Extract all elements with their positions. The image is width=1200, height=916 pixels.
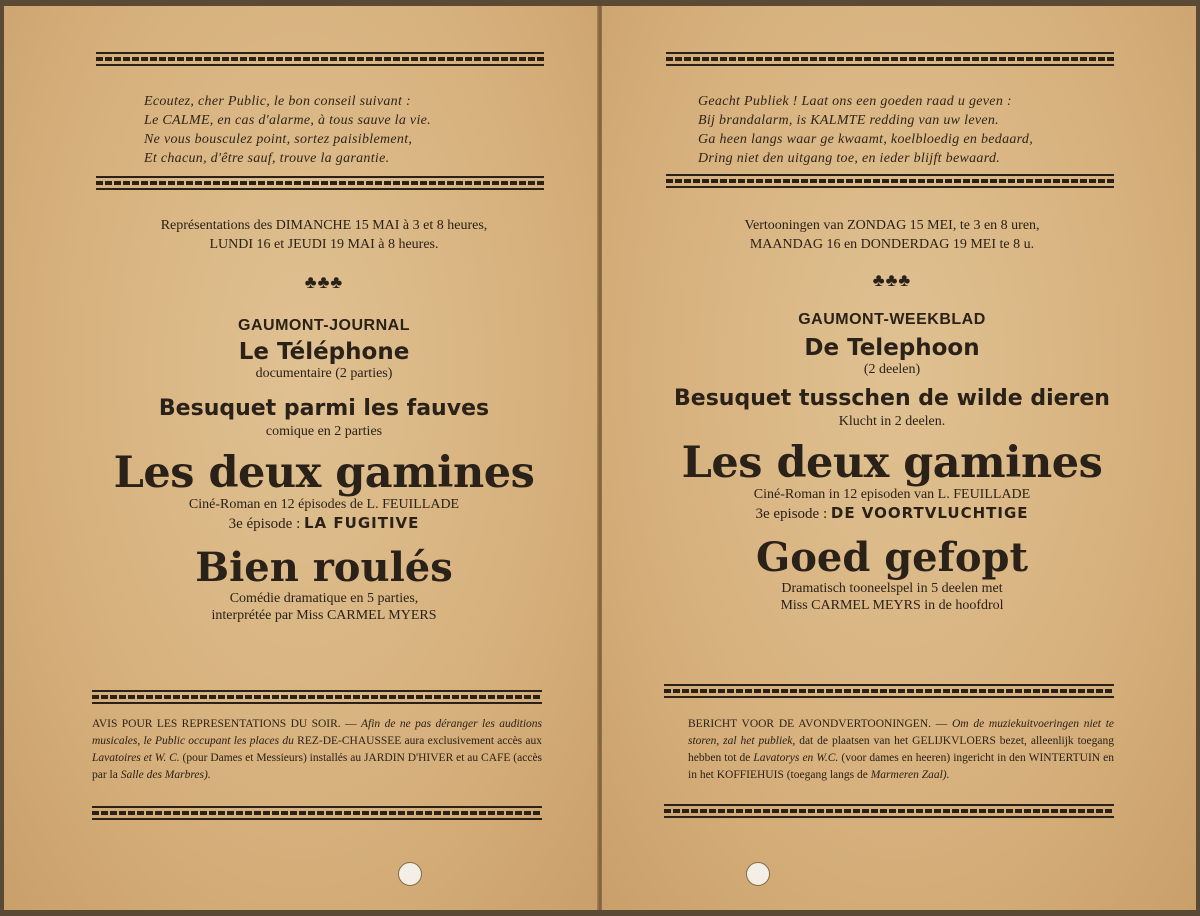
warning-line: Ga heen langs waar ge kwaamt, koelbloedig en bedaard, — [698, 132, 1033, 147]
film-title: Besuquet tusschen de wilde dieren — [674, 386, 1110, 411]
warning-bottom-rule — [666, 174, 1114, 188]
film-subtitle: Comédie dramatique en 5 parties, — [229, 591, 419, 606]
ornament-icon: ♣♣♣ — [872, 270, 912, 290]
episode-name: LA FUGITIVE — [304, 514, 420, 532]
schedule-line: LUNDI 16 et JEUDI 19 MAI à 8 heures. — [209, 237, 439, 252]
notice-top-rule — [664, 684, 1114, 698]
film-title: Le Téléphone — [238, 339, 410, 365]
left-page — [4, 6, 598, 910]
warning-line: Et chacun, d'être sauf, trouve la garantie. — [144, 151, 390, 166]
feature-title: Les deux gamines — [113, 448, 535, 498]
evening-notice — [92, 716, 542, 784]
notice-lead: AVIS POUR LES REPRESENTATIONS DU SOIR. — — [92, 718, 357, 730]
warning-line: Geacht Publiek ! Laat ons een goeden raad u geven : — [698, 94, 1012, 109]
warning-line: Le CALME, en cas d'alarme, à tous sauve la vie. — [144, 113, 431, 128]
newsreel-title: GAUMONT-WEEKBLAD — [798, 311, 986, 328]
punch-hole-icon — [398, 862, 422, 886]
ornament-icon: ♣♣♣ — [304, 272, 344, 292]
notice-text: REZ-DE-CHAUSSEE aura exclusivement accès aux — [297, 735, 543, 747]
top-rule — [666, 52, 1114, 66]
notice-italic: Om de muziekuitvoeringen niet te storen, zal het publiek, — [688, 718, 1114, 747]
warning-bottom-rule — [96, 176, 544, 190]
notice-italic: Marmeren Zaal). — [870, 769, 950, 781]
notice-text: (voor dames en heeren) ingericht in den WINTERTUIN en in het KOFFIEHUIS (toegang langs de — [688, 752, 1115, 781]
notice-top-rule — [92, 690, 542, 704]
film-title: Besuquet parmi les fauves — [158, 396, 490, 421]
schedule-line: Représentations des DIMANCHE 15 MAI à 3 et 8 heures, — [160, 218, 488, 233]
notice-lead: BERICHT VOOR DE AVONDVERTOONINGEN. — — [688, 718, 948, 730]
bottom-rule — [92, 806, 542, 820]
feature-title: Les deux gamines — [681, 438, 1103, 488]
feature-title: Bien roulés — [195, 544, 453, 591]
warning-line: Dring niet den uitgang toe, en ieder blijft bewaard. — [698, 151, 1001, 166]
film-subtitle: Ciné-Roman en 12 épisodes de L. FEUILLADE — [188, 497, 460, 512]
episode-line — [632, 503, 1152, 524]
fire-warning-verse — [144, 92, 431, 168]
program-block — [64, 216, 584, 624]
film-subtitle: comique en 2 parties — [265, 424, 383, 439]
right-page — [602, 6, 1196, 910]
notice-italic: Afin de ne pas déranger les auditions musicales, le Public occupant les places du — [92, 718, 543, 747]
film-subtitle: (2 deelen) — [863, 362, 921, 377]
notice-italic: Lavatoires et W. C. — [92, 752, 180, 764]
schedule-line: MAANDAG 16 en DONDERDAG 19 MEI te 8 u. — [749, 237, 1035, 252]
top-rule — [96, 52, 544, 66]
film-subtitle: Miss CARMEL MEYRS in de hoofdrol — [780, 598, 1004, 613]
program-block — [632, 216, 1152, 614]
fire-warning-verse — [698, 92, 1033, 168]
notice-italic: Lavatorys en W.C. — [753, 752, 839, 764]
warning-line: Ne vous bousculez point, sortez paisiblement, — [144, 132, 413, 147]
notice-text: dat de plaatsen van het GELIJKVLOERS bezet, alleenlijk toegang hebben tot de — [688, 735, 1114, 764]
feature-title: Goed gefopt — [756, 534, 1028, 581]
notice-text: (pour Dames et Messieurs) installés au JARDIN D'HIVER et au CAFE (accès par la — [92, 752, 543, 781]
evening-notice — [688, 716, 1114, 784]
punch-hole-icon — [746, 862, 770, 886]
episode-line — [64, 513, 584, 534]
schedule-line: Vertooningen van ZONDAG 15 MEI, te 3 en 8 uren, — [744, 218, 1040, 233]
film-subtitle: Dramatisch tooneelspel in 5 deelen met — [781, 581, 1003, 596]
bottom-rule — [664, 804, 1114, 818]
film-subtitle: Ciné-Roman in 12 episoden van L. FEUILLADE — [753, 487, 1031, 502]
film-subtitle: documentaire (2 parties) — [255, 366, 393, 381]
episode-name: DE VOORTVLUCHTIGE — [830, 504, 1029, 522]
notice-italic: Salle des Marbres). — [120, 769, 211, 781]
episode-label: 3e episode : — [755, 506, 828, 522]
film-subtitle: Klucht in 2 deelen. — [838, 414, 946, 429]
film-title: De Telephoon — [804, 335, 980, 361]
warning-line: Ecoutez, cher Public, le bon conseil suivant : — [144, 94, 411, 109]
newsreel-title: GAUMONT-JOURNAL — [238, 317, 410, 334]
warning-line: Bij brandalarm, is KALMTE redding van uw leven. — [698, 113, 999, 128]
film-subtitle: interprétée par Miss CARMEL MYERS — [211, 608, 437, 623]
episode-label: 3e épisode : — [228, 516, 301, 532]
